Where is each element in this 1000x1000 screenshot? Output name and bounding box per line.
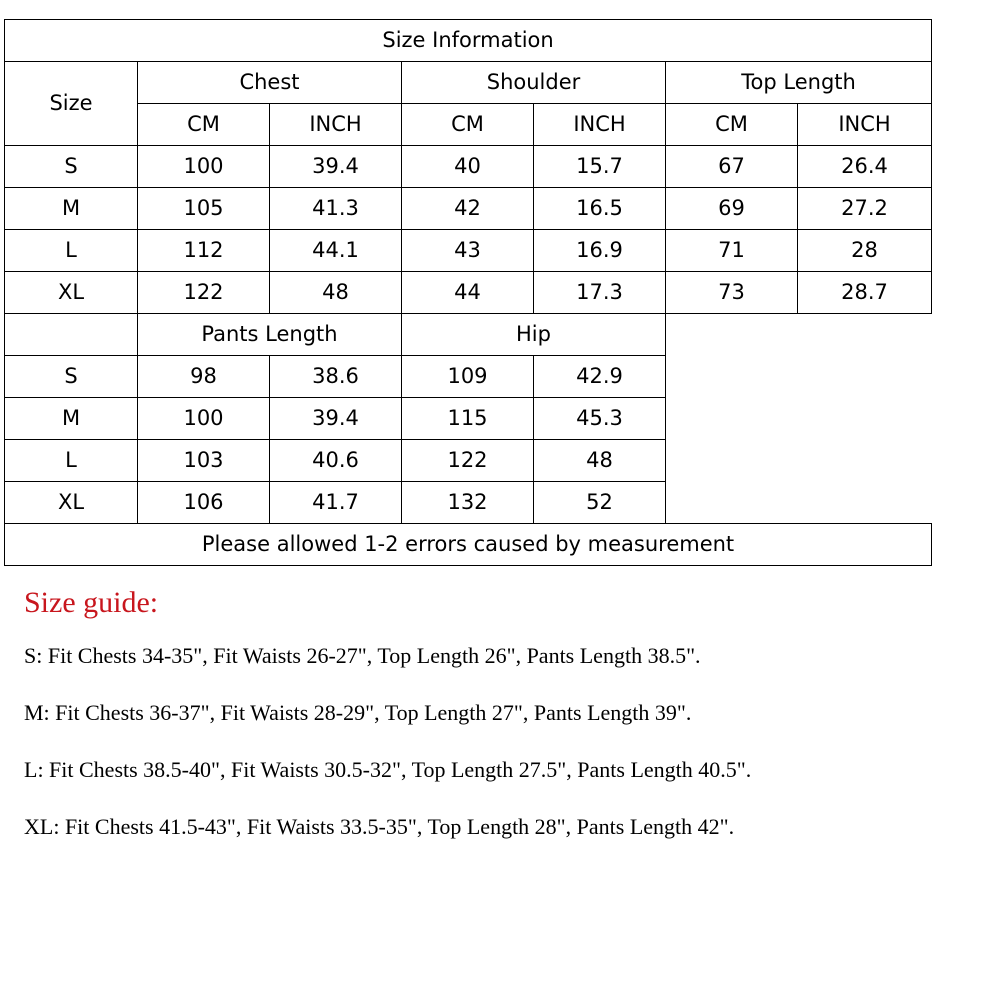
- value-cell: 122: [402, 440, 534, 482]
- value-cell: 28.7: [798, 272, 932, 314]
- value-cell: 41.7: [270, 482, 402, 524]
- size-cell: XL: [5, 272, 138, 314]
- value-cell: 100: [138, 146, 270, 188]
- value-cell: 44: [402, 272, 534, 314]
- empty-area: [666, 440, 932, 482]
- value-cell: 71: [666, 230, 798, 272]
- hip-header: Hip: [402, 314, 666, 356]
- bottom-group-header-row: [5, 314, 932, 356]
- table-row: [5, 398, 932, 440]
- value-cell: 115: [402, 398, 534, 440]
- shoulder-header: Shoulder: [402, 62, 666, 104]
- value-cell: 132: [402, 482, 534, 524]
- table-row: [5, 482, 932, 524]
- value-cell: 52: [534, 482, 666, 524]
- value-cell: 28: [798, 230, 932, 272]
- table-row: [5, 146, 932, 188]
- measurement-note: Please allowed 1-2 errors caused by measurement: [5, 524, 932, 566]
- unit-header-row: [5, 104, 932, 146]
- size-guide-line-l: L: Fit Chests 38.5-40", Fit Waists 30.5-32", Top Length 27.5", Pants Length 40.5".: [24, 757, 752, 782]
- empty-area: [666, 314, 932, 356]
- value-cell: 38.6: [270, 356, 402, 398]
- empty-area: [666, 398, 932, 440]
- value-cell: 42.9: [534, 356, 666, 398]
- value-cell: 67: [666, 146, 798, 188]
- value-cell: 98: [138, 356, 270, 398]
- size-cell: M: [5, 188, 138, 230]
- value-cell: 16.9: [534, 230, 666, 272]
- value-cell: 41.3: [270, 188, 402, 230]
- value-cell: 27.2: [798, 188, 932, 230]
- value-cell: 100: [138, 398, 270, 440]
- value-cell: 48: [270, 272, 402, 314]
- size-header: Size: [5, 62, 138, 146]
- top-length-header: Top Length: [666, 62, 932, 104]
- value-cell: 42: [402, 188, 534, 230]
- unit-header: INCH: [534, 104, 666, 146]
- unit-header: CM: [402, 104, 534, 146]
- size-cell: L: [5, 440, 138, 482]
- size-information-table: [4, 19, 932, 566]
- footer-row: [5, 524, 932, 566]
- size-guide-line-s: S: Fit Chests 34-35", Fit Waists 26-27", Top Length 26", Pants Length 38.5".: [24, 643, 701, 668]
- value-cell: 16.5: [534, 188, 666, 230]
- value-cell: 45.3: [534, 398, 666, 440]
- unit-header: INCH: [798, 104, 932, 146]
- size-cell: L: [5, 230, 138, 272]
- table-row: [5, 356, 932, 398]
- table-title-row: [5, 20, 932, 62]
- value-cell: 109: [402, 356, 534, 398]
- table-row: [5, 440, 932, 482]
- table-title: Size Information: [5, 20, 932, 62]
- value-cell: 15.7: [534, 146, 666, 188]
- size-guide-line-xl: XL: Fit Chests 41.5-43", Fit Waists 33.5-35", Top Length 28", Pants Length 42".: [24, 814, 735, 839]
- value-cell: 106: [138, 482, 270, 524]
- pants-length-header: Pants Length: [138, 314, 402, 356]
- group-header-row: [5, 62, 932, 104]
- table-row: [5, 230, 932, 272]
- value-cell: 40.6: [270, 440, 402, 482]
- size-guide-title: Size guide:: [24, 586, 159, 619]
- size-cell: S: [5, 356, 138, 398]
- size-cell: M: [5, 398, 138, 440]
- value-cell: 39.4: [270, 146, 402, 188]
- unit-header: INCH: [270, 104, 402, 146]
- empty-area: [666, 482, 932, 524]
- size-guide-line-m: M: Fit Chests 36-37", Fit Waists 28-29", Top Length 27", Pants Length 39".: [24, 700, 692, 725]
- value-cell: 48: [534, 440, 666, 482]
- value-cell: 39.4: [270, 398, 402, 440]
- value-cell: 122: [138, 272, 270, 314]
- chest-header: Chest: [138, 62, 402, 104]
- table-row: [5, 272, 932, 314]
- unit-header: CM: [138, 104, 270, 146]
- unit-header: CM: [666, 104, 798, 146]
- table-row: [5, 188, 932, 230]
- value-cell: 17.3: [534, 272, 666, 314]
- value-cell: 40: [402, 146, 534, 188]
- size-guide: [24, 584, 974, 870]
- value-cell: 105: [138, 188, 270, 230]
- value-cell: 26.4: [798, 146, 932, 188]
- empty-area: [666, 356, 932, 398]
- size-cell: XL: [5, 482, 138, 524]
- value-cell: 103: [138, 440, 270, 482]
- value-cell: 43: [402, 230, 534, 272]
- value-cell: 69: [666, 188, 798, 230]
- value-cell: 112: [138, 230, 270, 272]
- size-cell: S: [5, 146, 138, 188]
- value-cell: 44.1: [270, 230, 402, 272]
- value-cell: 73: [666, 272, 798, 314]
- empty-cell: [5, 314, 138, 356]
